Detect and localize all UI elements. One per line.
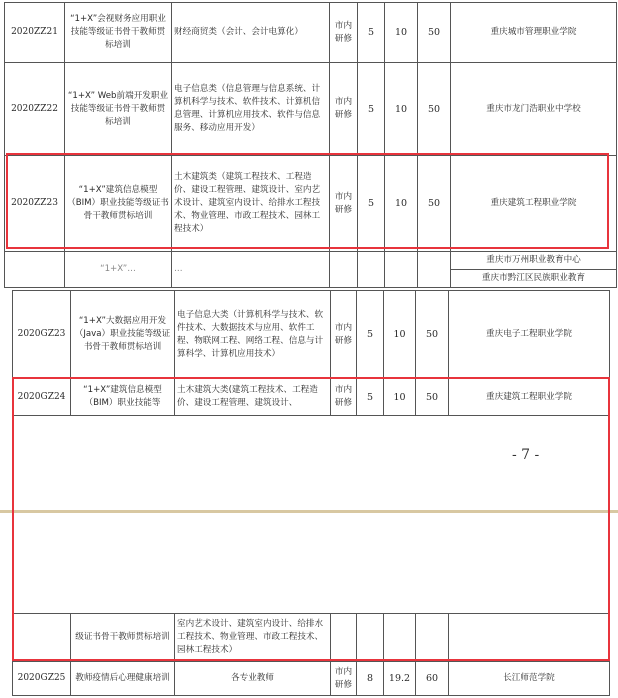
row-unit: 重庆建筑工程职业学院 [449,379,610,416]
row-name: “1+X”建筑信息模型（BIM）职业技能等级证书骨干教师贯标培训 [65,156,172,252]
row-code: 2020ZZ22 [5,63,65,156]
row-name: 级证书骨干教师贯标培训 [71,614,175,662]
row-scope: 市内研修 [331,379,357,416]
row-scope: 市内研修 [330,3,358,63]
highlight-box-zz23 [6,153,609,249]
row-code: 2020ZZ23 [5,156,65,252]
row-people: 50 [416,291,449,379]
row-target: 各专业教师 [175,662,331,696]
row-target: 土木建筑类（建筑工程技术、工程造价、建设工程管理、建筑设计、室内艺术设计、建筑室内设计、给排水工程技术、物业管理、市政工程技术、园林工程技术） [172,156,330,252]
row-target: 室内艺术设计、建筑室内设计、给排水工程技术、物业管理、市政工程技术、园林工程技术） [175,614,331,662]
row-name: “1+X”会视财务应用职业技能等级证书骨干教师贯标培训 [65,3,172,63]
row-name: “1+X”建筑信息模型（BIM）职业技能等 [71,379,175,416]
row-target: 财经商贸类（会计、会计电算化） [172,3,330,63]
row-people: 50 [416,379,449,416]
row-unit: 长江师范学院 [449,662,610,696]
row-hours: 10 [385,3,418,63]
highlight-box-gz24 [12,377,610,661]
row-name: “1+X”大数据应用开发（Java）职业技能等级证书骨干教师贯标培训 [71,291,175,379]
row-scope: 市内研修 [331,662,357,696]
row-days: 5 [358,3,385,63]
row-days: 5 [358,63,385,156]
row-days: 5 [358,156,385,252]
row-unit: 重庆电子工程职业学院 [449,291,610,379]
row-unit-a: 重庆市万州职业教育中心 [451,252,616,270]
row-code: 2020ZZ21 [5,3,65,63]
row-target: 电子信息类（信息管理与信息系统、计算机科学与技术、软件技术、计算机信息管理、计算机应用技术、软件与信息服务、移动应用开发） [172,63,330,156]
row-scope: 市内研修 [331,291,357,379]
row-hours: 10 [385,63,418,156]
table-row [13,291,610,379]
row-code: 2020GZ23 [13,291,71,379]
page-number: - 7 - [512,447,540,463]
row-hours: 10 [384,379,416,416]
row-unit-b: 重庆市黔江区民族职业教育 [481,273,586,283]
row-target: 电子信息大类（计算机科学与技术、软件技术、大数据技术与应用、软件工程、物联网工程、网络工程、信息与计算科学、计算机应用技术） [175,291,331,379]
table-row [13,662,610,696]
table-row [5,3,617,63]
row-name: “1+X”… [65,252,172,288]
row-unit: 重庆城市管理职业学院 [451,3,617,63]
row-days: 5 [357,379,384,416]
row-days: 5 [357,291,384,379]
row-people: 50 [418,63,451,156]
row-hours: 10 [385,156,418,252]
row-days: 8 [357,662,384,696]
row-unit: 重庆市龙门浩职业中学校 [451,63,617,156]
row-people: 50 [418,156,451,252]
row-name: 教师疫情后心理健康培训 [71,662,175,696]
row-people: 50 [418,3,451,63]
row-people: 60 [416,662,449,696]
row-scope: 市内研修 [330,156,358,252]
row-name: “1+X” Web前端开发职业技能等级证书骨干教师贯标培训 [65,63,172,156]
row-unit: 重庆建筑工程职业学院 [451,156,617,252]
row-target: 土木建筑大类(建筑工程技术、工程造价、建设工程管理、建筑设计、 [175,379,331,416]
table-row [5,63,617,156]
row-code: 2020GZ24 [13,379,71,416]
row-scope: 市内研修 [330,63,358,156]
row-code: 2020GZ25 [13,662,71,696]
row-hours: 19.2 [384,662,416,696]
table-row-partial [5,252,617,288]
row-hours: 10 [384,291,416,379]
row-target: … [172,252,330,288]
